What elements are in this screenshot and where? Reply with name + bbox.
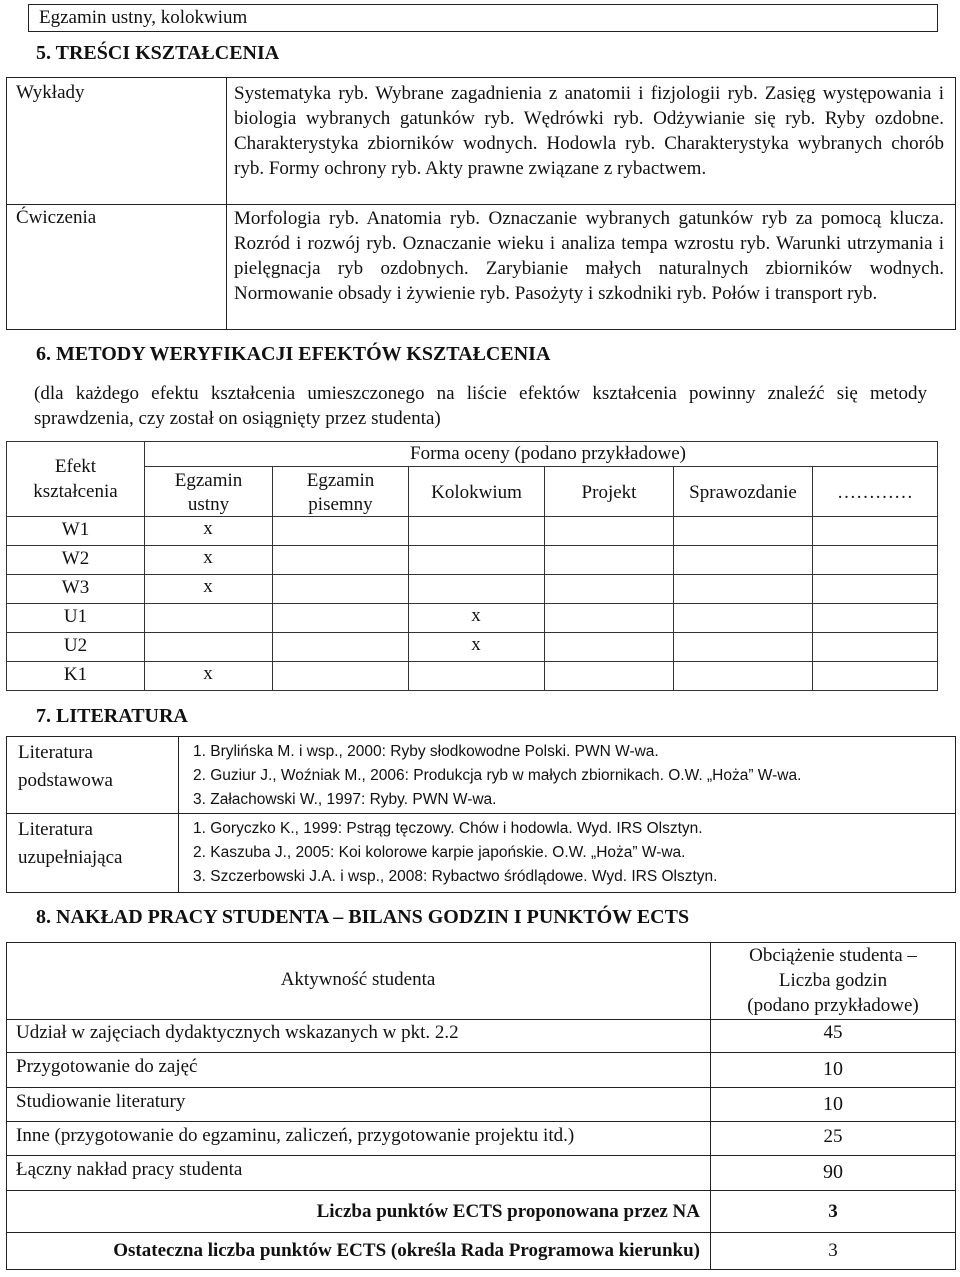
lectures-label: Wykłady bbox=[16, 82, 85, 103]
th-pisemny-label-2: pisemny bbox=[308, 494, 373, 515]
workload-row-divider bbox=[6, 1155, 956, 1156]
workload-activity: Udział w zajęciach dydaktycznych wskazanych w pkt. 2.2 bbox=[16, 1022, 459, 1043]
mark-egzamin-ustny: x bbox=[203, 547, 213, 568]
literature-table-row-divider bbox=[6, 813, 956, 814]
verification-cell bbox=[272, 545, 409, 575]
mark-kolokwium: x bbox=[471, 634, 481, 655]
workload-col-load-1: Obciążenie studenta – bbox=[749, 945, 917, 966]
section-6-intro: (dla każdego efektu kształcenia umieszczonego na liście efektów kształcenia powinny znaleźć się metody sprawdzenia, czy został on osiągnięty przez studenta) bbox=[34, 383, 927, 429]
verification-cell bbox=[144, 632, 273, 662]
th-forma-label: Forma oceny (podano przykładowe) bbox=[410, 443, 686, 464]
ects-proposed-value: 3 bbox=[828, 1201, 838, 1222]
workload-row-divider bbox=[6, 1232, 956, 1233]
verification-cell bbox=[812, 516, 938, 546]
verification-cell bbox=[673, 516, 813, 546]
verification-cell bbox=[812, 545, 938, 575]
extra-literature-label-2: uzupełniająca bbox=[18, 847, 123, 868]
verification-cell bbox=[544, 574, 674, 604]
verification-cell bbox=[812, 603, 938, 633]
verification-cell bbox=[408, 545, 545, 575]
verification-cell bbox=[673, 632, 813, 662]
workload-row-divider bbox=[6, 1019, 956, 1020]
section-6-title: 6. METODY WERYFIKACJI EFEKTÓW KSZTAŁCENIA bbox=[36, 343, 551, 365]
verification-cell bbox=[544, 632, 674, 662]
verification-cell bbox=[272, 516, 409, 546]
workload-activity: Łączny nakład pracy studenta bbox=[16, 1159, 243, 1180]
verification-cell bbox=[673, 603, 813, 633]
section-5-title: 5. TREŚCI KSZTAŁCENIA bbox=[36, 42, 280, 64]
workload-hours: 10 bbox=[823, 1058, 843, 1080]
verification-cell bbox=[544, 516, 674, 546]
th-kolokwium-label: Kolokwium bbox=[431, 482, 522, 503]
workload-row-divider bbox=[6, 1121, 956, 1122]
th-sprawozdanie-label: Sprawozdanie bbox=[689, 482, 797, 503]
th-efekt bbox=[6, 441, 145, 517]
extra-literature-item: 2. Kaszuba J., 2005: Koi kolorowe karpie japońskie. O.W. „Hoża” W-wa. bbox=[193, 844, 686, 861]
verification-cell bbox=[812, 574, 938, 604]
workload-row-divider bbox=[6, 1087, 956, 1088]
verification-cell bbox=[272, 632, 409, 662]
extra-literature-list bbox=[193, 817, 717, 889]
verification-cell bbox=[144, 603, 273, 633]
verification-cell bbox=[544, 545, 674, 575]
verification-cell bbox=[408, 661, 545, 691]
exercises-label: Ćwiczenia bbox=[16, 207, 97, 228]
extra-literature-item: 1. Goryczko K., 1999: Pstrąg tęczowy. Chów i hodowla. Wyd. IRS Olsztyn. bbox=[193, 820, 703, 837]
verification-cell bbox=[673, 661, 813, 691]
basic-literature-item: 1. Brylińska M. i wsp., 2000: Ryby słodkowodne Polski. PWN W-wa. bbox=[193, 743, 659, 760]
verification-cell bbox=[408, 574, 545, 604]
workload-hours: 90 bbox=[823, 1161, 843, 1183]
verification-row-code: K1 bbox=[63, 664, 88, 685]
section-8-title: 8. NAKŁAD PRACY STUDENTA – BILANS GODZIN I PUNKTÓW ECTS bbox=[36, 906, 690, 928]
verification-cell bbox=[673, 574, 813, 604]
mark-egzamin-ustny: x bbox=[203, 663, 213, 684]
workload-col-load-2: Liczba godzin bbox=[778, 970, 888, 991]
verification-cell bbox=[272, 574, 409, 604]
verification-cell bbox=[272, 661, 409, 691]
workload-row-divider bbox=[6, 1052, 956, 1053]
th-projekt-label: Projekt bbox=[581, 482, 637, 503]
assessment-form-text: Egzamin ustny, kolokwium bbox=[39, 7, 248, 28]
ects-final-label: Ostateczna liczba punktów ECTS (określa Rada Programowa kierunku) bbox=[113, 1240, 700, 1261]
workload-activity: Inne (przygotowanie do egzaminu, zaliczeń, przygotowanie projektu itd.) bbox=[16, 1125, 575, 1146]
mark-kolokwium: x bbox=[471, 605, 481, 626]
verification-row-code: W3 bbox=[61, 577, 90, 598]
th-efekt-label-1: Efekt bbox=[54, 456, 97, 477]
verification-cell bbox=[673, 545, 813, 575]
verification-row-code: W2 bbox=[61, 548, 90, 569]
literature-table-divider bbox=[178, 736, 179, 893]
content-table-row-divider bbox=[6, 204, 956, 205]
mark-egzamin-ustny: x bbox=[203, 576, 213, 597]
verification-cell bbox=[272, 603, 409, 633]
th-more-label: ………… bbox=[837, 482, 913, 503]
workload-col-load-3: (podano przykładowe) bbox=[747, 995, 919, 1016]
workload-row-divider bbox=[6, 1190, 956, 1191]
section-7-title: 7. LITERATURA bbox=[36, 705, 188, 727]
verification-cell bbox=[812, 632, 938, 662]
verification-row-code: W1 bbox=[61, 519, 90, 540]
verification-row-code: U1 bbox=[63, 606, 88, 627]
extra-literature-label-1: Literatura bbox=[18, 819, 93, 840]
workload-activity: Studiowanie literatury bbox=[16, 1091, 186, 1112]
basic-literature-item: 3. Załachowski W., 1997: Ryby. PWN W-wa. bbox=[193, 791, 497, 808]
exercises-content: Morfologia ryb. Anatomia ryb. Oznaczanie wybranych gatunków ryb za pomocą klucza. Rozród i rozwój ryb. Oznaczanie wieku i analiza tempa wzrostu ryb. Warunki utrzymania i pielęgnacja ryb ozdobnych. Zarybianie małych naturalnych zbiorników wodnych. Normowanie obsady i żywienie ryb. Pasożyty i szkodniki ryb. Połów i transport ryb. bbox=[234, 208, 944, 304]
basic-literature-label-1: Literatura bbox=[18, 742, 93, 763]
workload-hours: 10 bbox=[823, 1093, 843, 1115]
workload-hours: 45 bbox=[823, 1022, 843, 1043]
verification-cell bbox=[544, 661, 674, 691]
th-pisemny-label-1: Egzamin bbox=[306, 470, 375, 491]
verification-cell bbox=[544, 603, 674, 633]
basic-literature-label-2: podstawowa bbox=[18, 770, 113, 791]
basic-literature-list bbox=[193, 740, 801, 812]
th-ustny-label-1: Egzamin bbox=[174, 470, 243, 491]
th-ustny-label-2: ustny bbox=[187, 494, 230, 515]
lectures-content: Systematyka ryb. Wybrane zagadnienia z anatomii i fizjologii ryb. Zasięg występowania i biologia wybranych gatunków ryb. Wędrówki ryb. Odżywianie się ryb. Ryby ozdobne. Charakterystyka zbiorników wodnych. Hodowla ryb. Charakterystyka wybranych chorób ryb. Formy ochrony ryb. Akty prawne związane z rybactwem. bbox=[234, 83, 944, 179]
ects-proposed-label: Liczba punktów ECTS proponowana przez NA bbox=[316, 1201, 700, 1222]
mark-egzamin-ustny: x bbox=[203, 518, 213, 539]
workload-hours: 25 bbox=[823, 1126, 843, 1147]
assessment-form-box bbox=[28, 4, 938, 32]
extra-literature-item: 3. Szczerbowski J.A. i wsp., 2008: Rybactwo śródlądowe. Wyd. IRS Olsztyn. bbox=[193, 868, 718, 885]
verification-cell bbox=[812, 661, 938, 691]
verification-row-code: U2 bbox=[63, 635, 88, 656]
ects-final-value: 3 bbox=[828, 1240, 838, 1261]
th-efekt-label-2: kształcenia bbox=[33, 481, 118, 502]
workload-activity: Przygotowanie do zajęć bbox=[16, 1056, 198, 1077]
basic-literature-item: 2. Guziur J., Woźniak M., 2006: Produkcja ryb w małych zbiornikach. O.W. „Hoża” W-wa. bbox=[193, 767, 802, 784]
workload-col-activity: Aktywność studenta bbox=[280, 969, 436, 990]
verification-cell bbox=[408, 516, 545, 546]
